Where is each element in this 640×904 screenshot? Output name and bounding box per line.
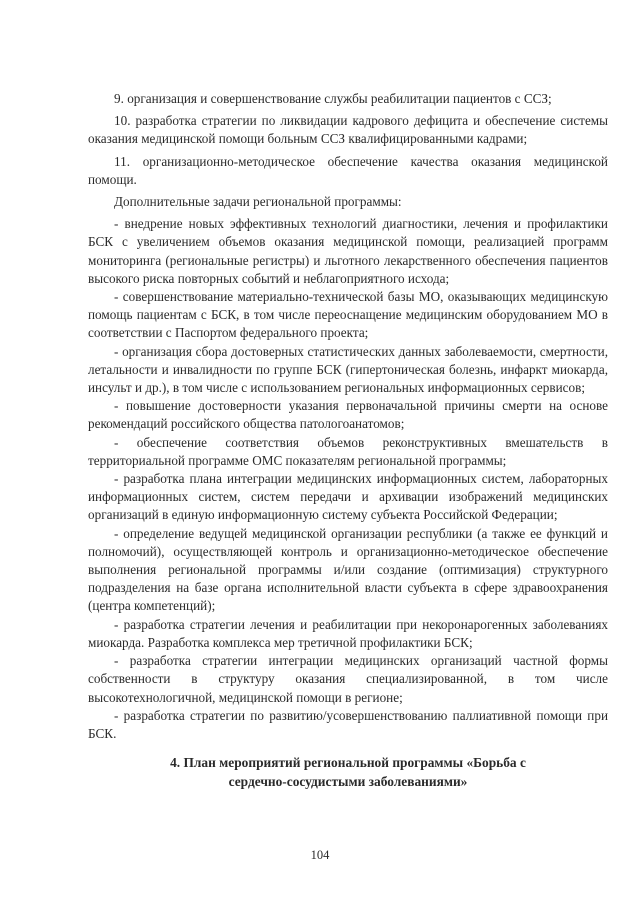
list-item-10: 10. разработка стратегии по ликвидации кадрового дефицита и обеспечение системы оказания медицинской помощи больным ССЗ квалифицированными кадрами; [88, 113, 608, 147]
task-item: - разработка стратегии по развитию/усовершенствованию паллиативной помощи при БСК. [88, 707, 608, 741]
task-item: - разработка стратегии интеграции медицинских организаций частной формы собственности в структуру оказания специализированной, в том числе высокотехнологичной, медицинской помощи в регионе; [88, 653, 608, 705]
task-item: - организация сбора достоверных статистических данных заболеваемости, смертности, летальности и инвалидности по группе БСК (гипертоническая болезнь, инфаркт миокарда, инсульт и др.), в том числе с использованием региональных информационных сервисов; [88, 343, 608, 396]
section-heading [88, 753, 608, 791]
section-heading-line: сердечно-сосудистыми заболеваниями» [228, 774, 468, 790]
section-heading-line: 4. План мероприятий региональной программы «Борьба с [170, 755, 526, 771]
list-item-9: 9. организация и совершенствование службы реабилитации пациентов с ССЗ; [114, 91, 552, 106]
additional-tasks-title: Дополнительные задачи региональной программы: [114, 194, 402, 210]
task-item: - обеспечение соответствия объемов реконструктивных вмешательств в территориальной программе ОМС показателям региональной программы; [88, 434, 608, 468]
list-item-11: 11. организационно-методическое обеспечение качества оказания медицинской помощи. [88, 153, 608, 187]
document-body [88, 90, 608, 791]
task-item: - разработка стратегии лечения и реабилитации при некоронарогенных заболеваниях миокарда. Разработка комплекса мер третичной профилактики БСК; [88, 616, 608, 650]
task-item: - внедрение новых эффективных технологий диагностики, лечения и профилактики БСК с увеличением объемов оказания медицинской помощи, реализацией программ мониторинга (региональные регистры) и льготного лекарственного обеспечения пациентов высокого риска повторных событий и неблагоприятного исхода; [88, 216, 608, 286]
task-item: - совершенствование материально-технической базы МО, оказывающих медицинскую помощь пациентам с БСК, в том числе переоснащение медицинским оборудованием МО в соответствии с Паспортом федерального проекта; [88, 289, 608, 341]
task-item: - определение ведущей медицинской организации республики (а также ее функций и полномочий), осуществляющей контроль и организационно-методическое обеспечение выполнения региональной программы и/или создание (оптимизация) структурного подразделения на базе органа исполнительной власти субъекта в сфере здравоохранения (центра компетенций); [88, 525, 608, 614]
task-item: - разработка плана интеграции медицинских информационных систем, лабораторных информационных систем, систем передачи и архивации изображений медицинских организаций в единую информационную систему субъекта Российской Федерации; [88, 471, 608, 523]
task-item: - повышение достоверности указания первоначальной причины смерти на основе рекомендаций российского общества патологоанатомов; [88, 398, 608, 432]
page-number: 104 [310, 848, 330, 862]
